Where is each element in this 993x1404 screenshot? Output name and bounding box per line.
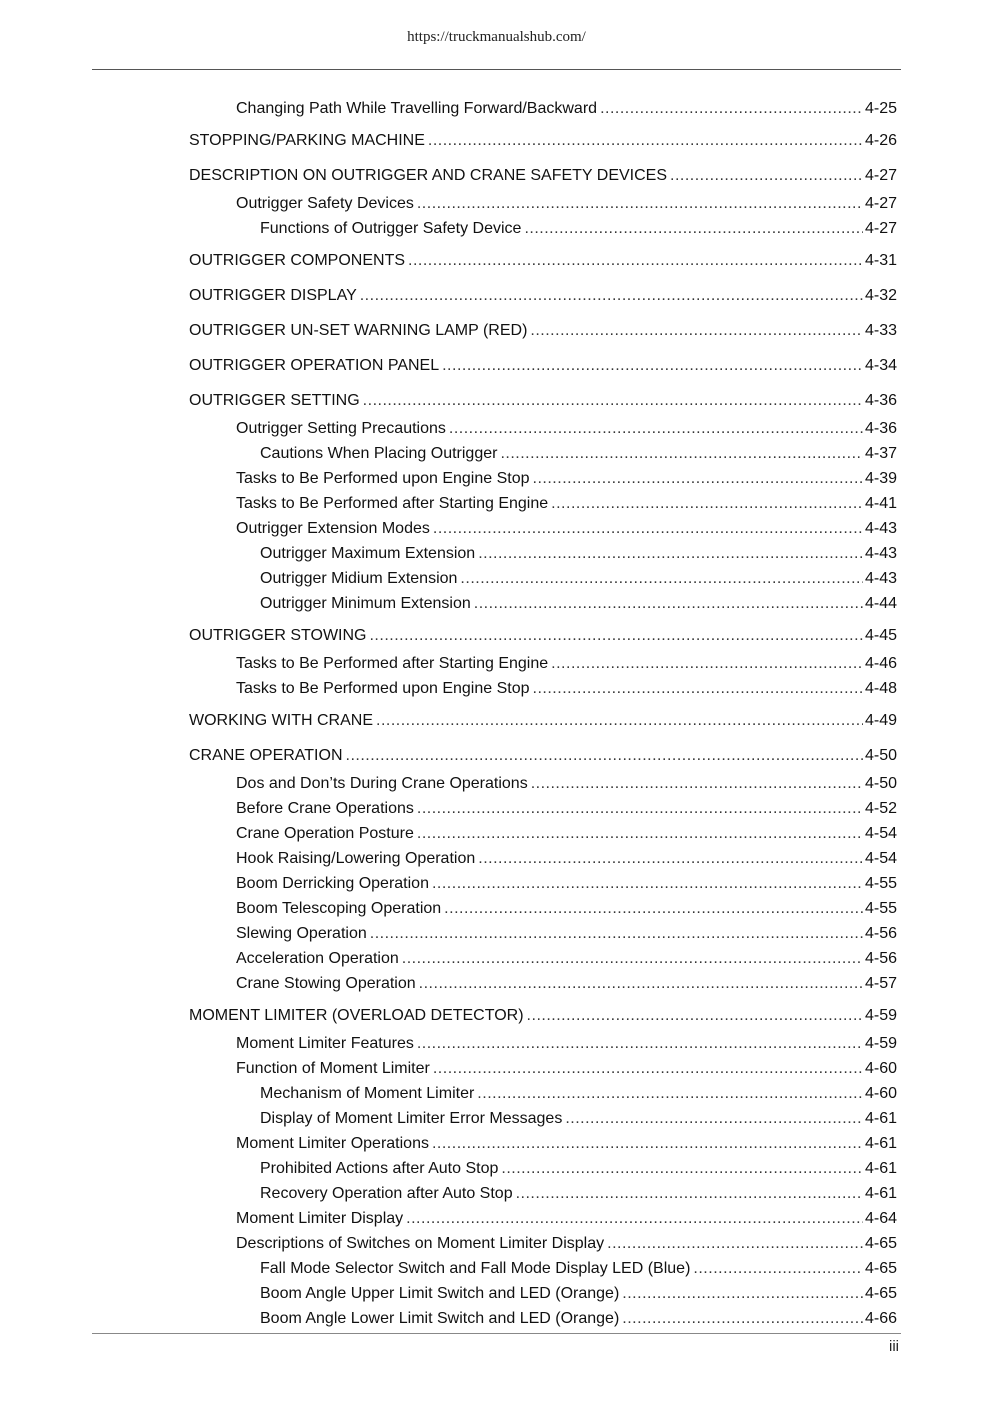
toc-dot-leader [474,591,863,616]
toc-entry[interactable] [0,1156,993,1181]
toc-entry[interactable] [0,771,993,796]
toc-entry-title: Crane Stowing Operation [236,975,416,992]
toc-entry-title: Tasks to Be Performed after Starting Engine [236,655,549,672]
toc-entry-title: WORKING WITH CRANE [189,712,373,729]
toc-dot-leader [417,796,863,821]
toc-dot-leader [600,96,863,121]
toc-dot-leader [432,1131,863,1156]
footer-divider [92,1333,901,1334]
toc-dot-leader [530,316,863,346]
toc-entry-page: 4-43 [864,570,897,587]
toc-entry[interactable] [0,1256,993,1281]
toc-entry-title: MOMENT LIMITER (OVERLOAD DETECTOR) [189,1007,524,1024]
toc-entry[interactable] [0,1106,993,1131]
toc-entry[interactable] [0,216,993,241]
toc-dot-leader [417,191,863,216]
toc-dot-leader [478,846,863,871]
toc-entry-page: 4-31 [864,252,897,269]
toc-entry-page: 4-64 [864,1210,897,1227]
toc-entry[interactable] [0,846,993,871]
toc-entry-page: 4-54 [864,825,897,842]
toc-entry-page: 4-55 [864,900,897,917]
toc-entry-title: Boom Angle Upper Limit Switch and LED (Orange) [260,1285,620,1302]
toc-entry-page: 4-32 [864,287,897,304]
toc-entry-page: 4-27 [864,195,897,212]
toc-entry[interactable] [0,96,993,121]
toc-dot-leader [432,871,863,896]
toc-entry-page: 4-66 [864,1310,897,1327]
header-divider [92,69,901,70]
toc-entry-page: 4-56 [864,925,897,942]
toc-dot-leader [607,1231,863,1256]
toc-entry-title: Fall Mode Selector Switch and Fall Mode Display LED (Blue) [260,1260,691,1277]
toc-entry[interactable] [0,416,993,441]
toc-entry[interactable] [0,386,993,416]
toc-dot-leader [408,246,863,276]
toc-entry[interactable] [0,1056,993,1081]
toc-entry[interactable] [0,1001,993,1031]
toc-entry[interactable] [0,1206,993,1231]
toc-entry-title: OUTRIGGER DISPLAY [189,287,357,304]
toc-entry-page: 4-44 [864,595,897,612]
toc-entry-page: 4-61 [864,1110,897,1127]
toc-entry-page: 4-61 [864,1135,897,1152]
toc-entry-title: Cautions When Placing Outrigger [260,445,498,462]
toc-entry-title: OUTRIGGER OPERATION PANEL [189,357,440,374]
toc-entry[interactable] [0,1031,993,1056]
toc-dot-leader [417,1031,863,1056]
toc-dot-leader [477,1081,863,1106]
toc-entry[interactable] [0,161,993,191]
toc-dot-leader [551,491,863,516]
toc-entry-page: 4-34 [864,357,897,374]
toc-entry-title: Recovery Operation after Auto Stop [260,1185,513,1202]
toc-dot-leader [406,1206,863,1231]
toc-entry-title: OUTRIGGER STOWING [189,627,367,644]
toc-entry-title: Before Crane Operations [236,800,414,817]
toc-entry-page: 4-52 [864,800,897,817]
toc-entry-title: OUTRIGGER COMPONENTS [189,252,406,269]
toc-dot-leader [360,281,863,311]
toc-entry-page: 4-25 [864,100,897,117]
toc-dot-leader [500,441,863,466]
toc-entry[interactable] [0,706,993,736]
toc-dot-leader [516,1181,863,1206]
toc-entry-title: Prohibited Actions after Auto Stop [260,1160,499,1177]
toc-entry-title: STOPPING/PARKING MACHINE [189,132,425,149]
toc-entry-title: Hook Raising/Lowering Operation [236,850,476,867]
toc-entry-title: DESCRIPTION ON OUTRIGGER AND CRANE SAFETY DEVICES [189,167,667,184]
toc-entry[interactable] [0,466,993,491]
toc-entry-page: 4-61 [864,1185,897,1202]
toc-entry-title: Descriptions of Switches on Moment Limiter Display [236,1235,605,1252]
toc-dot-leader [370,921,863,946]
toc-entry-title: OUTRIGGER SETTING [189,392,360,409]
toc-dot-leader [417,821,863,846]
toc-entry[interactable] [0,1281,993,1306]
toc-entry-page: 4-36 [864,420,897,437]
toc-entry-page: 4-60 [864,1060,897,1077]
toc-entry-page: 4-49 [864,712,897,729]
toc-entry-page: 4-59 [864,1035,897,1052]
toc-entry[interactable] [0,676,993,701]
toc-entry-title: Function of Moment Limiter [236,1060,430,1077]
toc-entry-title: Changing Path While Travelling Forward/Backward [236,100,598,117]
toc-entry[interactable] [0,821,993,846]
toc-entry-page: 4-37 [864,445,897,462]
toc-entry-page: 4-26 [864,132,897,149]
toc-entry[interactable] [0,1231,993,1256]
table-of-contents [0,96,993,1331]
toc-entry-title: Boom Angle Lower Limit Switch and LED (Orange) [260,1310,620,1327]
toc-entry-page: 4-65 [864,1285,897,1302]
toc-dot-leader [402,946,863,971]
toc-entry-title: Dos and Don’ts During Crane Operations [236,775,528,792]
toc-entry[interactable] [0,351,993,381]
toc-dot-leader [565,1106,863,1131]
toc-entry-title: Outrigger Maximum Extension [260,545,476,562]
toc-dot-leader [433,516,863,541]
toc-entry-title: OUTRIGGER UN-SET WARNING LAMP (RED) [189,322,528,339]
toc-entry[interactable] [0,651,993,676]
toc-entry-page: 4-43 [864,520,897,537]
toc-entry-page: 4-56 [864,950,897,967]
toc-entry[interactable] [0,591,993,616]
toc-entry-page: 4-60 [864,1085,897,1102]
toc-dot-leader [433,1056,863,1081]
toc-entry-page: 4-45 [864,627,897,644]
toc-entry[interactable] [0,1181,993,1206]
toc-dot-leader [428,126,863,156]
toc-dot-leader [622,1281,863,1306]
toc-entry-page: 4-65 [864,1260,897,1277]
toc-entry[interactable] [0,516,993,541]
toc-entry-title: Outrigger Midium Extension [260,570,458,587]
toc-entry-title: CRANE OPERATION [189,747,343,764]
toc-entry-title: Moment Limiter Display [236,1210,404,1227]
toc-entry-title: Moment Limiter Features [236,1035,414,1052]
toc-entry-page: 4-54 [864,850,897,867]
toc-entry-page: 4-27 [864,167,897,184]
toc-entry[interactable] [0,871,993,896]
toc-entry-title: Slewing Operation [236,925,367,942]
toc-entry-page: 4-50 [864,747,897,764]
header-url: https://truckmanualshub.com/ [407,29,586,45]
toc-dot-leader [693,1256,863,1281]
toc-dot-leader [444,896,863,921]
toc-entry[interactable] [0,1306,993,1331]
toc-dot-leader [551,651,863,676]
toc-dot-leader [524,216,863,241]
toc-entry[interactable] [0,246,993,276]
toc-entry-page: 4-55 [864,875,897,892]
toc-dot-leader [478,541,863,566]
toc-entry-title: Outrigger Extension Modes [236,520,430,537]
toc-dot-leader [533,676,863,701]
toc-dot-leader [376,706,863,736]
toc-entry-title: Outrigger Safety Devices [236,195,414,212]
toc-dot-leader [449,416,863,441]
toc-entry-title: Mechanism of Moment Limiter [260,1085,475,1102]
toc-entry[interactable] [0,796,993,821]
toc-entry[interactable] [0,946,993,971]
toc-entry[interactable] [0,191,993,216]
toc-entry[interactable] [0,566,993,591]
toc-entry[interactable] [0,896,993,921]
toc-dot-leader [501,1156,863,1181]
toc-entry-page: 4-46 [864,655,897,672]
toc-entry[interactable] [0,126,993,156]
toc-dot-leader [369,621,862,651]
toc-entry-page: 4-27 [864,220,897,237]
toc-entry-page: 4-61 [864,1160,897,1177]
toc-dot-leader [622,1306,863,1331]
toc-entry-title: Tasks to Be Performed upon Engine Stop [236,470,530,487]
toc-entry[interactable] [0,441,993,466]
toc-entry-title: Acceleration Operation [236,950,399,967]
toc-entry-title: Moment Limiter Operations [236,1135,429,1152]
toc-entry-title: Tasks to Be Performed upon Engine Stop [236,680,530,697]
toc-entry-page: 4-39 [864,470,897,487]
toc-entry[interactable] [0,541,993,566]
toc-entry[interactable] [0,1081,993,1106]
toc-dot-leader [533,466,863,491]
toc-entry-page: 4-41 [864,495,897,512]
toc-entry[interactable] [0,1131,993,1156]
toc-entry-title: Crane Operation Posture [236,825,414,842]
toc-dot-leader [346,741,863,771]
toc-entry-title: Display of Moment Limiter Error Messages [260,1110,563,1127]
toc-dot-leader [527,1001,863,1031]
toc-dot-leader [419,971,863,996]
toc-entry-page: 4-36 [864,392,897,409]
toc-entry-page: 4-33 [864,322,897,339]
toc-entry-title: Tasks to Be Performed after Starting Engine [236,495,549,512]
toc-entry-title: Boom Telescoping Operation [236,900,442,917]
toc-dot-leader [442,351,863,381]
toc-dot-leader [670,161,863,191]
toc-entry[interactable] [0,741,993,771]
toc-entry[interactable] [0,621,993,651]
toc-dot-leader [363,386,863,416]
toc-entry-title: Boom Derricking Operation [236,875,429,892]
toc-dot-leader [531,771,863,796]
toc-entry[interactable] [0,921,993,946]
page-number: iii [889,1338,899,1355]
toc-entry[interactable] [0,971,993,996]
toc-entry-title: Outrigger Setting Precautions [236,420,446,437]
toc-entry[interactable] [0,281,993,311]
toc-entry-page: 4-59 [864,1007,897,1024]
toc-entry-page: 4-57 [864,975,897,992]
toc-entry-page: 4-65 [864,1235,897,1252]
toc-entry[interactable] [0,491,993,516]
toc-entry-title: Outrigger Minimum Extension [260,595,471,612]
toc-dot-leader [460,566,863,591]
toc-entry-page: 4-48 [864,680,897,697]
toc-entry-title: Functions of Outrigger Safety Device [260,220,522,237]
toc-entry-page: 4-50 [864,775,897,792]
toc-entry-page: 4-43 [864,545,897,562]
toc-entry[interactable] [0,316,993,346]
